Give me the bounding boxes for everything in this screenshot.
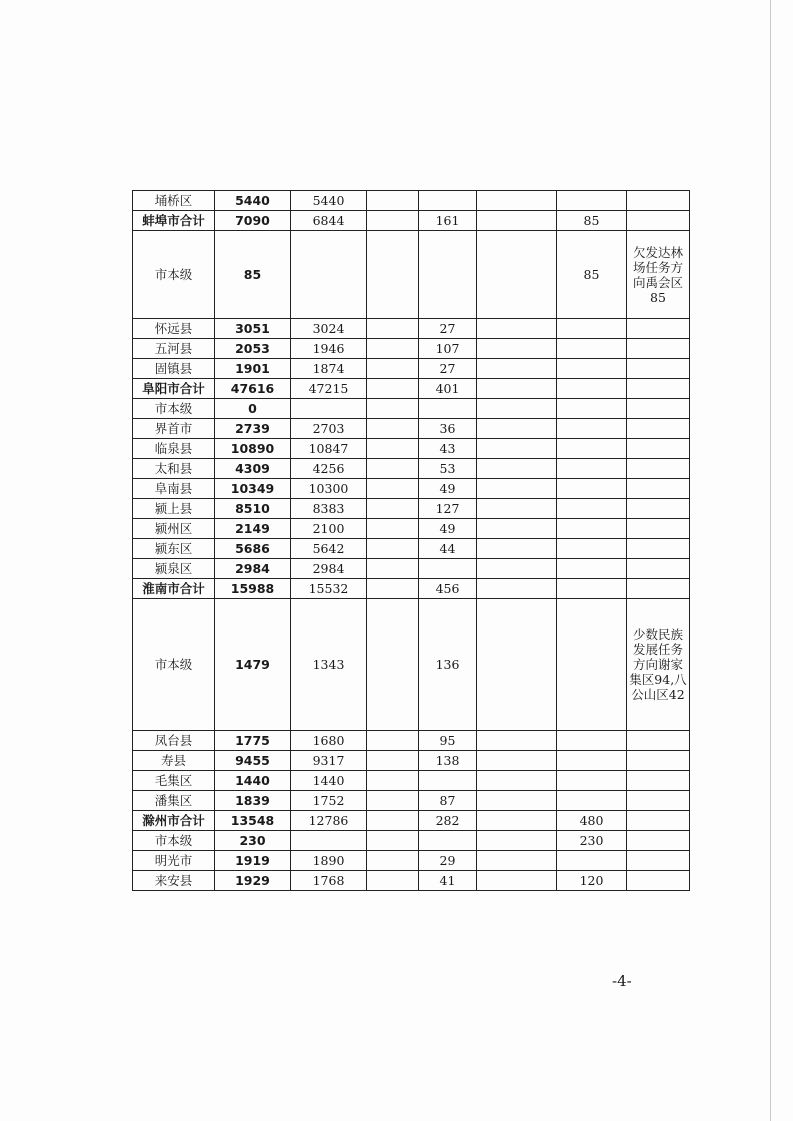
table-row <box>133 399 690 419</box>
cell-col6 <box>477 339 557 359</box>
cell-note <box>627 519 690 539</box>
cell-col3: 15532 <box>291 579 367 599</box>
cell-col6 <box>477 459 557 479</box>
cell-col6 <box>477 379 557 399</box>
cell-total: 8510 <box>215 499 291 519</box>
table-row <box>133 379 690 399</box>
cell-note <box>627 191 690 211</box>
cell-note <box>627 871 690 891</box>
cell-col4 <box>367 851 419 871</box>
cell-total: 3051 <box>215 319 291 339</box>
cell-col4 <box>367 359 419 379</box>
table-row <box>133 439 690 459</box>
cell-col6 <box>477 499 557 519</box>
table-row <box>133 231 690 319</box>
cell-col5: 87 <box>419 791 477 811</box>
cell-col7: 85 <box>557 231 627 319</box>
cell-col6 <box>477 319 557 339</box>
cell-col4 <box>367 539 419 559</box>
cell-note <box>627 211 690 231</box>
cell-col5: 43 <box>419 439 477 459</box>
cell-col7 <box>557 579 627 599</box>
row-name: 蚌埠市合计 <box>133 211 215 231</box>
cell-col4 <box>367 599 419 731</box>
cell-note: 少数民族发展任务方向谢家集区94,八公山区42 <box>627 599 690 731</box>
cell-total: 1919 <box>215 851 291 871</box>
cell-total: 2984 <box>215 559 291 579</box>
cell-col7 <box>557 399 627 419</box>
cell-col5: 282 <box>419 811 477 831</box>
cell-total: 10890 <box>215 439 291 459</box>
cell-col6 <box>477 731 557 751</box>
cell-col4 <box>367 231 419 319</box>
table-row <box>133 791 690 811</box>
cell-col3: 4256 <box>291 459 367 479</box>
cell-col5: 456 <box>419 579 477 599</box>
cell-col5 <box>419 191 477 211</box>
cell-col5 <box>419 559 477 579</box>
cell-col5: 401 <box>419 379 477 399</box>
cell-col3: 10847 <box>291 439 367 459</box>
cell-col6 <box>477 519 557 539</box>
cell-note <box>627 851 690 871</box>
cell-col6 <box>477 579 557 599</box>
cell-col3: 3024 <box>291 319 367 339</box>
cell-col5: 36 <box>419 419 477 439</box>
cell-note <box>627 319 690 339</box>
cell-total: 15988 <box>215 579 291 599</box>
cell-col6 <box>477 211 557 231</box>
cell-col5: 53 <box>419 459 477 479</box>
cell-col3 <box>291 231 367 319</box>
cell-col5: 29 <box>419 851 477 871</box>
cell-col7: 85 <box>557 211 627 231</box>
table-row <box>133 559 690 579</box>
cell-total: 5686 <box>215 539 291 559</box>
table-row <box>133 579 690 599</box>
cell-col4 <box>367 811 419 831</box>
cell-col4 <box>367 319 419 339</box>
row-name: 埇桥区 <box>133 191 215 211</box>
cell-col3: 1874 <box>291 359 367 379</box>
cell-col5: 44 <box>419 539 477 559</box>
row-name: 毛集区 <box>133 771 215 791</box>
cell-note <box>627 439 690 459</box>
cell-total: 1479 <box>215 599 291 731</box>
cell-col3 <box>291 399 367 419</box>
table-row <box>133 419 690 439</box>
table-row <box>133 599 690 731</box>
cell-total: 1901 <box>215 359 291 379</box>
cell-note <box>627 359 690 379</box>
cell-note <box>627 499 690 519</box>
cell-col4 <box>367 211 419 231</box>
cell-col4 <box>367 559 419 579</box>
cell-col6 <box>477 751 557 771</box>
row-name: 潘集区 <box>133 791 215 811</box>
cell-col3: 1752 <box>291 791 367 811</box>
cell-col5: 41 <box>419 871 477 891</box>
cell-col5 <box>419 231 477 319</box>
cell-col3: 8383 <box>291 499 367 519</box>
cell-col7 <box>557 419 627 439</box>
cell-col5: 27 <box>419 319 477 339</box>
cell-total: 2739 <box>215 419 291 439</box>
row-name: 凤台县 <box>133 731 215 751</box>
cell-col3: 2984 <box>291 559 367 579</box>
cell-col7 <box>557 379 627 399</box>
cell-col7 <box>557 791 627 811</box>
row-name: 颍州区 <box>133 519 215 539</box>
cell-col7 <box>557 751 627 771</box>
row-name: 市本级 <box>133 399 215 419</box>
cell-col6 <box>477 599 557 731</box>
cell-col3: 2703 <box>291 419 367 439</box>
cell-col3: 1680 <box>291 731 367 751</box>
allocation-table <box>132 190 690 891</box>
cell-total: 5440 <box>215 191 291 211</box>
cell-total: 10349 <box>215 479 291 499</box>
cell-note <box>627 539 690 559</box>
cell-col7 <box>557 771 627 791</box>
cell-col7 <box>557 731 627 751</box>
table-row <box>133 539 690 559</box>
row-name: 市本级 <box>133 231 215 319</box>
cell-col3: 1946 <box>291 339 367 359</box>
cell-col7 <box>557 359 627 379</box>
cell-col6 <box>477 539 557 559</box>
cell-col7 <box>557 559 627 579</box>
row-name: 寿县 <box>133 751 215 771</box>
cell-col7 <box>557 459 627 479</box>
cell-col5: 49 <box>419 479 477 499</box>
cell-col4 <box>367 579 419 599</box>
cell-col7 <box>557 519 627 539</box>
table-body <box>133 191 690 891</box>
cell-col3: 9317 <box>291 751 367 771</box>
cell-col4 <box>367 751 419 771</box>
table-row <box>133 811 690 831</box>
row-name: 市本级 <box>133 599 215 731</box>
cell-note <box>627 811 690 831</box>
row-name: 滁州市合计 <box>133 811 215 831</box>
table-row <box>133 771 690 791</box>
cell-note <box>627 731 690 751</box>
cell-col6 <box>477 791 557 811</box>
cell-note <box>627 379 690 399</box>
cell-total: 1929 <box>215 871 291 891</box>
table-row <box>133 459 690 479</box>
table-row <box>133 731 690 751</box>
scan-edge-line <box>770 0 771 1121</box>
cell-col6 <box>477 419 557 439</box>
cell-col7 <box>557 479 627 499</box>
table-row <box>133 211 690 231</box>
cell-col6 <box>477 479 557 499</box>
cell-col4 <box>367 831 419 851</box>
cell-note <box>627 579 690 599</box>
cell-col3: 1890 <box>291 851 367 871</box>
cell-note <box>627 771 690 791</box>
row-name: 颍东区 <box>133 539 215 559</box>
table-row <box>133 519 690 539</box>
cell-col3: 6844 <box>291 211 367 231</box>
cell-total: 47616 <box>215 379 291 399</box>
cell-total: 9455 <box>215 751 291 771</box>
cell-col4 <box>367 399 419 419</box>
cell-col4 <box>367 439 419 459</box>
cell-note <box>627 419 690 439</box>
row-name: 怀远县 <box>133 319 215 339</box>
cell-note: 欠发达林场任务方向禹会区85 <box>627 231 690 319</box>
row-name: 太和县 <box>133 459 215 479</box>
cell-col3 <box>291 831 367 851</box>
cell-total: 2053 <box>215 339 291 359</box>
cell-col5: 161 <box>419 211 477 231</box>
cell-col3: 5642 <box>291 539 367 559</box>
cell-col7: 120 <box>557 871 627 891</box>
cell-col5: 127 <box>419 499 477 519</box>
cell-col7 <box>557 851 627 871</box>
cell-col3: 1440 <box>291 771 367 791</box>
cell-col3: 2100 <box>291 519 367 539</box>
cell-col3: 1768 <box>291 871 367 891</box>
cell-note <box>627 399 690 419</box>
cell-col7 <box>557 499 627 519</box>
cell-total: 7090 <box>215 211 291 231</box>
table-row <box>133 339 690 359</box>
cell-col6 <box>477 359 557 379</box>
cell-total: 0 <box>215 399 291 419</box>
cell-note <box>627 479 690 499</box>
cell-col4 <box>367 731 419 751</box>
cell-col6 <box>477 771 557 791</box>
row-name: 固镇县 <box>133 359 215 379</box>
cell-note <box>627 459 690 479</box>
cell-col6 <box>477 231 557 319</box>
cell-col4 <box>367 379 419 399</box>
row-name: 明光市 <box>133 851 215 871</box>
table-row <box>133 871 690 891</box>
cell-total: 230 <box>215 831 291 851</box>
table-row <box>133 479 690 499</box>
table-row <box>133 499 690 519</box>
cell-col7: 480 <box>557 811 627 831</box>
cell-col6 <box>477 399 557 419</box>
row-name: 临泉县 <box>133 439 215 459</box>
cell-col6 <box>477 811 557 831</box>
cell-col6 <box>477 559 557 579</box>
cell-note <box>627 831 690 851</box>
cell-col5 <box>419 399 477 419</box>
cell-note <box>627 339 690 359</box>
cell-col6 <box>477 851 557 871</box>
row-name: 淮南市合计 <box>133 579 215 599</box>
table-row <box>133 831 690 851</box>
cell-col5: 138 <box>419 751 477 771</box>
cell-col3: 47215 <box>291 379 367 399</box>
cell-col7 <box>557 191 627 211</box>
cell-col7 <box>557 439 627 459</box>
row-name: 市本级 <box>133 831 215 851</box>
cell-note <box>627 751 690 771</box>
cell-col5 <box>419 831 477 851</box>
cell-total: 1775 <box>215 731 291 751</box>
row-name: 颍泉区 <box>133 559 215 579</box>
cell-col5: 136 <box>419 599 477 731</box>
cell-total: 1440 <box>215 771 291 791</box>
row-name: 界首市 <box>133 419 215 439</box>
cell-col4 <box>367 459 419 479</box>
cell-col4 <box>367 871 419 891</box>
cell-col7 <box>557 599 627 731</box>
cell-col7 <box>557 319 627 339</box>
cell-col4 <box>367 791 419 811</box>
cell-col3: 1343 <box>291 599 367 731</box>
cell-col6 <box>477 191 557 211</box>
cell-total: 85 <box>215 231 291 319</box>
cell-total: 4309 <box>215 459 291 479</box>
table-row <box>133 359 690 379</box>
cell-col3: 12786 <box>291 811 367 831</box>
table-row <box>133 319 690 339</box>
cell-col6 <box>477 831 557 851</box>
cell-col5: 107 <box>419 339 477 359</box>
row-name: 颍上县 <box>133 499 215 519</box>
cell-col7: 230 <box>557 831 627 851</box>
page-number: -4- <box>612 972 632 990</box>
row-name: 阜南县 <box>133 479 215 499</box>
cell-col5: 27 <box>419 359 477 379</box>
cell-col3: 5440 <box>291 191 367 211</box>
cell-col4 <box>367 339 419 359</box>
cell-col6 <box>477 439 557 459</box>
row-name: 五河县 <box>133 339 215 359</box>
cell-col4 <box>367 419 419 439</box>
cell-col4 <box>367 499 419 519</box>
cell-col7 <box>557 539 627 559</box>
cell-total: 2149 <box>215 519 291 539</box>
cell-col6 <box>477 871 557 891</box>
cell-note <box>627 791 690 811</box>
cell-col4 <box>367 191 419 211</box>
table-row <box>133 851 690 871</box>
table-row <box>133 191 690 211</box>
cell-total: 1839 <box>215 791 291 811</box>
cell-col3: 10300 <box>291 479 367 499</box>
cell-col5: 49 <box>419 519 477 539</box>
cell-col5 <box>419 771 477 791</box>
cell-col4 <box>367 771 419 791</box>
table-row <box>133 751 690 771</box>
cell-total: 13548 <box>215 811 291 831</box>
cell-col4 <box>367 479 419 499</box>
cell-note <box>627 559 690 579</box>
cell-col5: 95 <box>419 731 477 751</box>
row-name: 来安县 <box>133 871 215 891</box>
cell-col7 <box>557 339 627 359</box>
row-name: 阜阳市合计 <box>133 379 215 399</box>
cell-col4 <box>367 519 419 539</box>
